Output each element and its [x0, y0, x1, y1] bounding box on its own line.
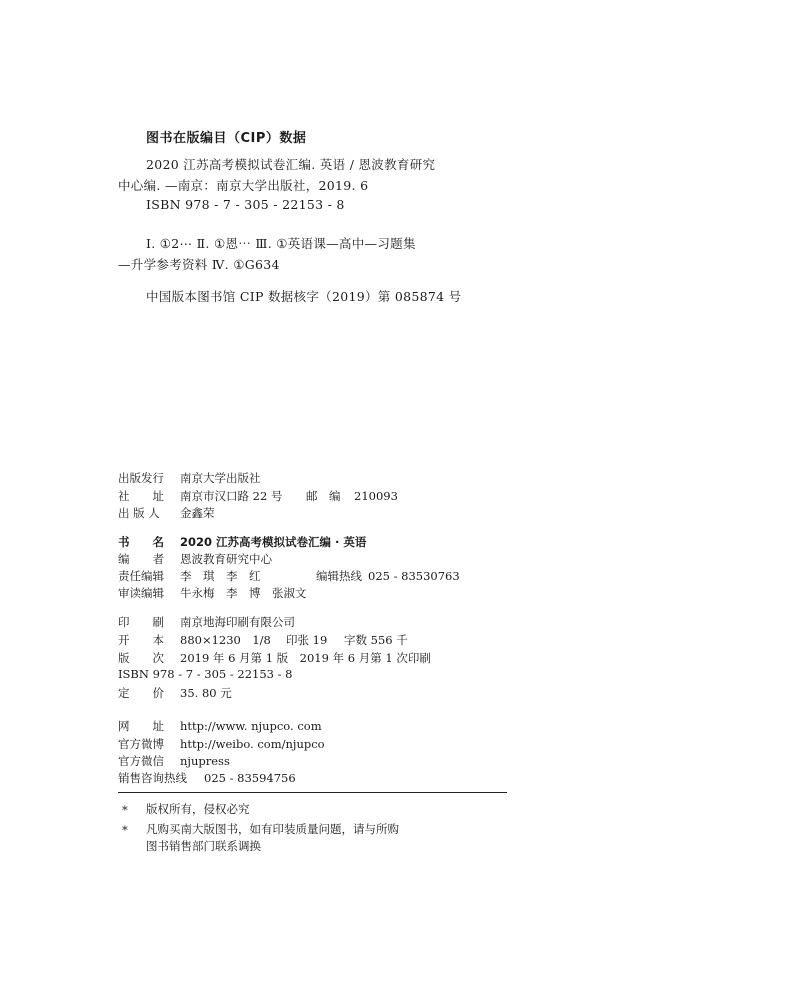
cip-line-publisher: 中心编. —南京：南京大学出版社，2019. 6 — [118, 178, 369, 193]
postcode-label: 邮 编 — [306, 489, 341, 503]
website-link[interactable]: http://www. njupco. com — [180, 719, 322, 733]
isbn-value: ISBN 978 - 7 - 305 - 22153 - 8 — [118, 667, 293, 681]
imprint-responsible-editor — [118, 568, 460, 584]
imprint-weibo — [118, 736, 325, 752]
cip-line-classification-cont: —升学参考资料 Ⅳ. ①G634 — [118, 257, 280, 272]
field-value: 025 - 83594756 — [204, 771, 296, 785]
imprint-address — [118, 488, 398, 504]
asterisk-icon: * — [122, 823, 128, 837]
imprint-website — [118, 718, 322, 734]
field-value: 李 琪 李 红 — [180, 569, 261, 583]
field-label: 印 刷 — [118, 615, 164, 629]
field-label: 版 次 — [118, 651, 164, 665]
field-value: 2020 江苏高考模拟试卷汇编 · 英语 — [180, 535, 367, 549]
cip-line-isbn: ISBN 978 - 7 - 305 - 22153 - 8 — [146, 197, 345, 212]
imprint-printer — [118, 614, 295, 630]
field-label: 出 版 人 — [118, 506, 160, 520]
copyright-note: 版权所有，侵权必究 — [146, 802, 250, 816]
field-label: 销售咨询热线 — [118, 771, 187, 785]
imprint-isbn — [118, 667, 293, 681]
field-label: 出版发行 — [118, 471, 164, 485]
divider-line — [118, 792, 507, 793]
cip-line-record-number: 中国版本图书馆 CIP 数据核字（2019）第 085874 号 — [146, 289, 462, 304]
field-value: njupress — [180, 754, 230, 768]
field-label: 社 址 — [118, 489, 164, 503]
field-value: 牛永梅 李 博 张淑文 — [180, 586, 307, 600]
field-value: 南京地海印刷有限公司 — [180, 615, 295, 629]
field-label: 开 本 — [118, 633, 164, 647]
field-label: 官方微信 — [118, 754, 164, 768]
imprint-publisher — [118, 470, 261, 486]
hotline-value: 025 - 83530763 — [368, 569, 460, 583]
field-label: 责任编辑 — [118, 569, 164, 583]
imprint-wechat — [118, 753, 230, 769]
field-value: 880×1230 1/8 — [180, 633, 271, 647]
quality-note: 凡购买南大版图书，如有印装质量问题，请与所购 — [146, 822, 399, 836]
field-value: 35. 80 元 — [180, 686, 232, 700]
cip-title: 图书在版编目（CIP）数据 — [146, 131, 307, 146]
imprint-reviewer — [118, 585, 307, 601]
field-value: 南京市汉口路 22 号 — [180, 489, 283, 503]
cip-line-title: 2020 江苏高考模拟试卷汇编. 英语 / 恩波教育研究 — [146, 157, 436, 172]
words-value: 字数 556 千 — [344, 633, 408, 647]
field-label: 定 价 — [118, 686, 164, 700]
weibo-link[interactable]: http://weibo. com/njupco — [180, 737, 325, 751]
imprint-book-name — [118, 534, 366, 550]
field-label: 书 名 — [118, 535, 164, 549]
field-value: 恩波教育研究中心 — [180, 552, 272, 566]
cip-line-classification: Ⅰ. ①2⋯ Ⅱ. ①恩⋯ Ⅲ. ①英语课—高中—习题集 — [146, 236, 416, 251]
imprint-format — [118, 632, 408, 648]
asterisk-icon: * — [122, 803, 128, 817]
field-value: 金鑫荣 — [180, 506, 215, 520]
field-label: 网 址 — [118, 719, 164, 733]
imprint-edition — [118, 650, 431, 666]
imprint-price — [118, 685, 232, 701]
imprint-chief — [118, 505, 215, 521]
imprint-sales-hotline — [118, 770, 296, 786]
postcode-value: 210093 — [354, 489, 398, 503]
field-label: 官方微博 — [118, 737, 164, 751]
field-label: 编 者 — [118, 552, 164, 566]
field-value: 南京大学出版社 — [180, 471, 261, 485]
quality-note-cont: 图书销售部门联系调换 — [146, 839, 261, 853]
hotline-label: 编辑热线 — [316, 569, 362, 583]
imprint-editor — [118, 551, 272, 567]
field-label: 审读编辑 — [118, 586, 164, 600]
field-value: 2019 年 6 月第 1 版 2019 年 6 月第 1 次印刷 — [180, 651, 431, 665]
sheets-value: 印张 19 — [286, 633, 328, 647]
